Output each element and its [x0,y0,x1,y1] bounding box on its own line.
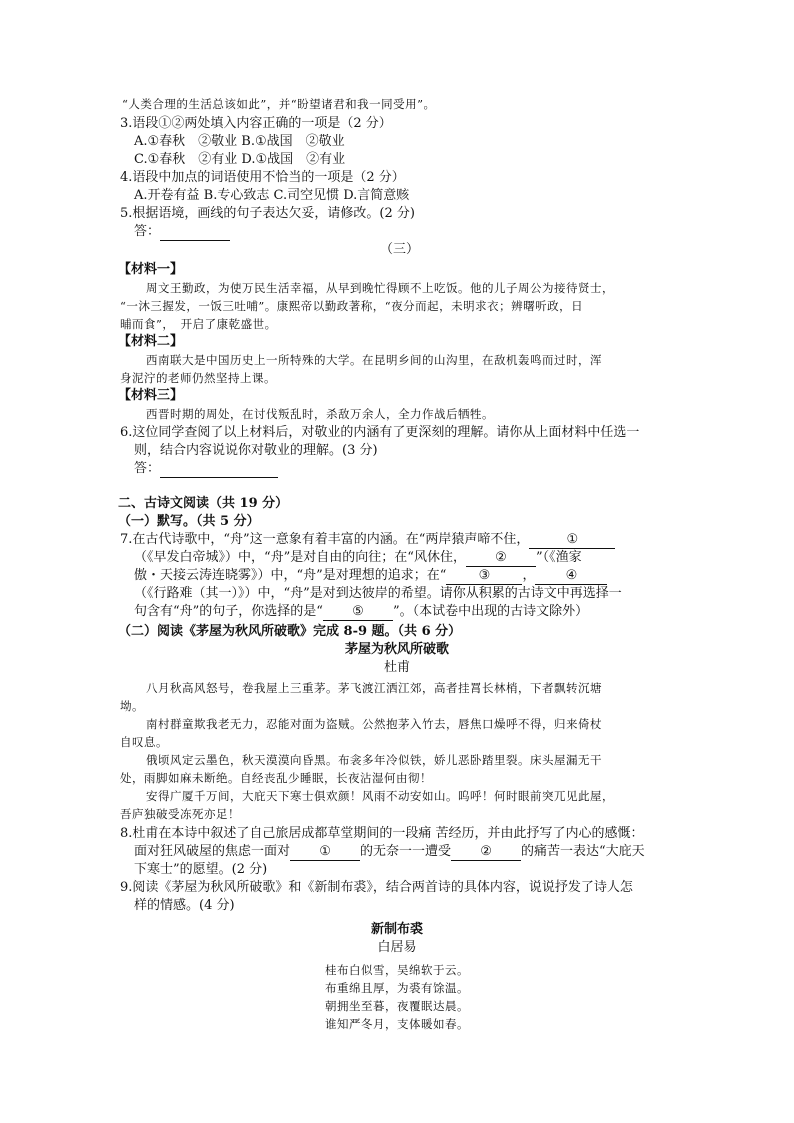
q6-answer-label: 答： [134,461,161,476]
q7-line1: 7.在古代诗歌中，“舟”这一意象有着丰富的内涵。在“两岸猿声啼不住， ① [120,532,615,549]
q9-line2: 样的情感。(4 分) [134,898,235,913]
poem1-p1-l2: 坳。 [120,699,144,713]
poem2-author: 白居易 [377,940,417,955]
material1-line3: 晡而食”， 开启了康乾盛世。 [120,317,277,331]
q3-options-ab: A.①春秋 ②敬业 B.①战国 ②敬业 [134,134,345,149]
q6-line1: 6.这位同学查阅了以上材料后，对敬业的内涵有了更深刻的理解。请你从上面材料中任选一 [120,425,640,440]
q9-line1: 9.阅读《茅屋为秋风所破歌》和《新制布裘》，结合两首诗的具体内容，说说抒发了诗人怎 [120,880,633,895]
poem1-p4-l1: 安得广厦千万间，大庇天下寒士俱欢颜！风雨不动安如山。呜呼！何时眼前突兀见此屋， [146,789,614,803]
q7-blank-4[interactable]: ④ [535,568,607,585]
q7-line3: 傲・天接云涛连晓雾》）中，“舟”是对理想的追求；在“ ③ ， ④ [134,568,607,585]
q5-answer-label: 答： [134,224,161,239]
poem2-title: 新制布裘 [370,922,423,937]
q7-blank-1[interactable]: ① [529,532,615,549]
q7-blank-3[interactable]: ③ [446,568,522,585]
section2-sub2: （二）阅读《茅屋为秋风所破歌》完成 8-9 题。（共 6 分） [118,624,462,639]
poem2-line: 桂布白似雪，吴绵软于云。 [325,963,469,977]
q8-line1: 8.杜甫在本诗中叙述了自己旅居成都草堂期间的一段痛 苦经历，并由此抒写了内心的感慨： [120,826,644,841]
q3-stem: 3.语段①②两处填入内容正确的一项是（2 分） [120,116,392,131]
material1-line2: “一沐三握发，一饭三吐哺”。康熙帝以勤政著称，“夜分而起，未明求衣；辨曙听政，日 [120,299,584,313]
poem2-line: 谁知严冬月，支体暖如春。 [325,1017,469,1031]
q8-blank-1[interactable]: ① [290,844,360,861]
q7-blank-5[interactable]: ⑤ [323,604,393,621]
material3-label: 【材料三】 [118,388,184,403]
q5-stem: 5.根据语境，画线的句子表达欠妥，请修改。(2 分) [120,206,415,221]
q4-options: A.开卷有益 B.专心致志 C.司空见惯 D.言简意赅 [134,188,410,203]
poem1-title: 茅屋为秋风所破歌 [344,642,449,657]
section2-heading: 二、古诗文阅读（共 19 分） [118,496,289,511]
poem1-p1-l1: 八月秋高风怒号，卷我屋上三重茅。茅飞渡江洒江郊，高者挂罥长林梢，下者飘转沉塘 [146,681,602,695]
q4-stem: 4.语段中加点的词语使用不恰当的一项是（2 分） [120,170,405,185]
poem1-p3-l1: 俄顷风定云墨色，秋天漠漠向昏黑。布衾多年冷似铁，娇儿恶卧踏里裂。床头屋漏无干 [146,753,602,767]
material2-line1: 西南联大是中国历史上一所特殊的大学。在昆明乡间的山沟里，在敌机轰鸣而过时，浑 [146,353,602,367]
poem2-line: 朝拥坐至暮，夜覆眠达晨。 [325,999,469,1013]
q6-answer-blank[interactable] [160,461,278,478]
section2-sub1: （一）默写。（共 5 分） [118,514,260,529]
poem1-p4-l2: 吾庐独破受冻死亦足！ [120,807,240,821]
q8-line2: 面对狂风破屋的焦虑一面对 ① 的无奈一一遭受 ② 的痛苦一表达“大庇天 [134,844,645,859]
material3-line1: 西晋时期的周处，在讨伐叛乱时，杀敌万余人，全力作战后牺牲。 [146,407,494,421]
poem2-line: 布重绵且厚，为裘有馀温。 [325,981,469,995]
q7-line2: （《早发白帝城》）中，“舟”是对自由的向往；在“风休住， ② ”（《渔家 [134,550,582,565]
part3-title: （三） [380,242,420,257]
material2-label: 【材料二】 [118,334,184,349]
q8-line3: 下寒士”的愿望。(2 分) [134,862,268,877]
quote-line: “人类合理的生活总该如此”，并“盼望诸君和我一同受用”。 [122,97,436,111]
q7-line4: （《行路难（其一）》）中，“舟”是对到达彼岸的希望。请你从积累的古诗文中再选择一 [134,586,622,601]
q7-blank-2[interactable]: ② [466,550,536,567]
poem1-p2-l2: 自叹息。 [120,735,168,749]
poem1-p2-l1: 南村群童欺我老无力，忍能对面为盗贼。公然抱茅入竹去，唇焦口燥呼不得，归来倚杖 [146,717,602,731]
q8-blank-2[interactable]: ② [451,844,521,861]
material1-label: 【材料一】 [118,262,184,277]
q7-line5: 句含有“舟”的句子，你选择的是“ ⑤ ”。（本试卷中出现的古诗文除外） [134,604,589,619]
q5-answer-blank[interactable] [160,224,230,241]
q3-options-cd: C.①春秋 ②有业 D.①战国 ②有业 [134,152,346,167]
material1-line1: 周文王勤政，为使万民生活幸福，从早到晚忙得顾不上吃饭。他的儿子周公为接待贤士， [146,281,614,295]
poem1-p3-l2: 处，雨脚如麻未断绝。自经丧乱少睡眠，长夜沾湿何由彻！ [120,771,432,785]
poem1-author: 杜甫 [383,660,410,675]
q6-answer-row [134,461,278,478]
q6-line2: 则，结合内容说说你对敬业的理解。(3 分) [134,443,378,458]
material2-line2: 身泥泞的老师仍然坚持上课。 [120,371,276,385]
q5-answer-row [134,224,230,241]
